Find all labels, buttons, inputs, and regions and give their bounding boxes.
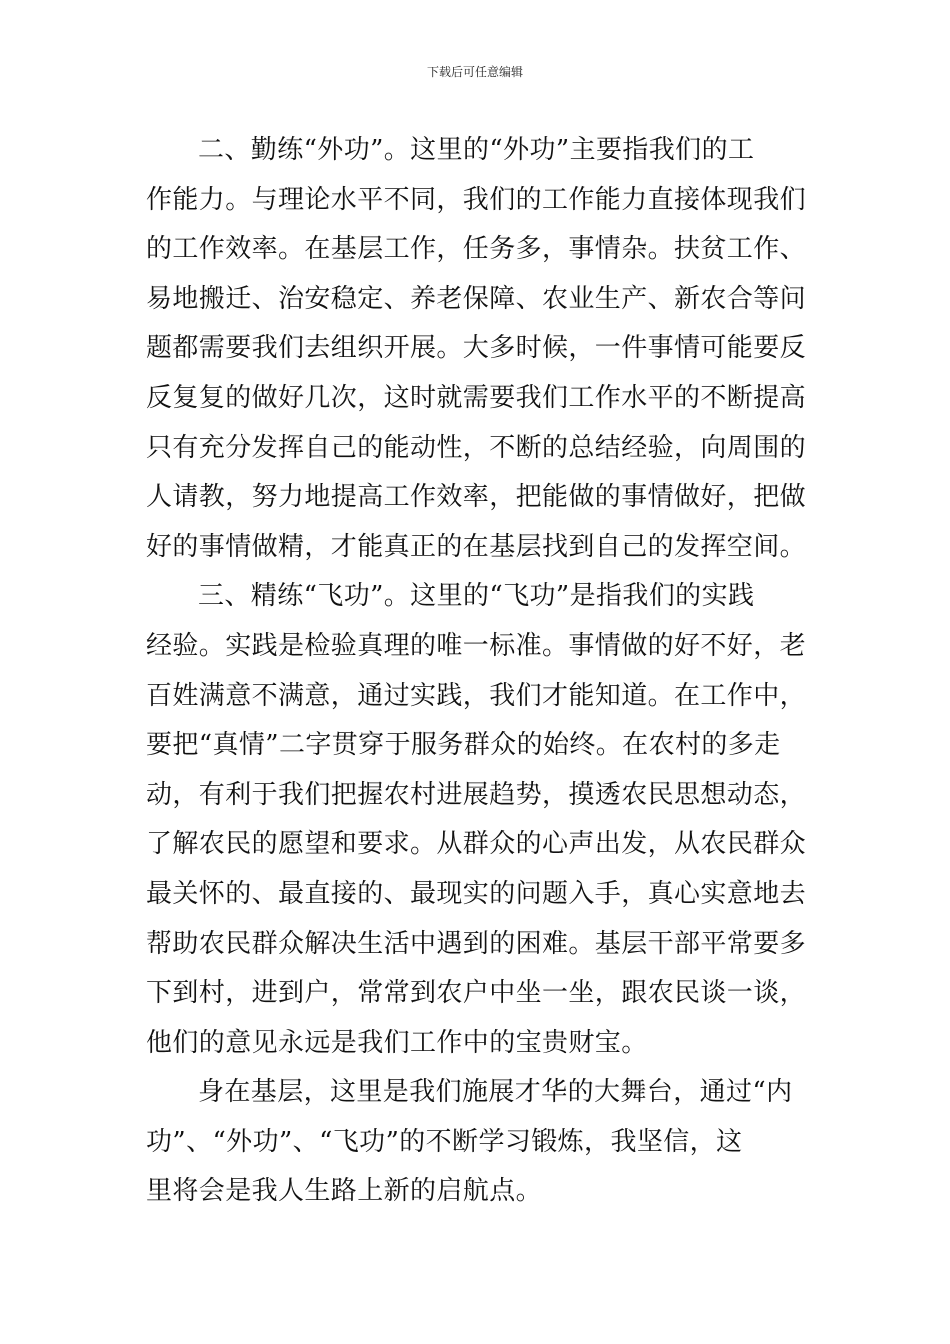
paragraph-line: 只有充分发挥自己的能动性，不断的总结经验，向周围的 <box>146 432 807 463</box>
paragraph-conclusion <box>146 1068 810 1217</box>
paragraph-feigong <box>146 572 810 1068</box>
paragraph-line: 反复复的做好几次，这时就需要我们工作水平的不断提高 <box>146 382 807 413</box>
page-header: 下载后可任意编辑 <box>426 65 523 79</box>
paragraph-line: 题都需要我们去组织开展。大多时候，一件事情可能要反 <box>146 333 807 364</box>
paragraph-line: 二、勤练“外功”。这里的“外功”主要指我们的工 <box>198 135 755 165</box>
paragraph-line: 最关怀的、最直接的、最现实的问题入手，真心实意地去 <box>146 878 807 909</box>
paragraph-line: 身在基层，这里是我们施展才华的大舞台，通过“内 <box>198 1077 793 1108</box>
document-body <box>146 126 810 1217</box>
paragraph-line: 他们的意见永远是我们工作中的宝贵财宝。 <box>146 1027 648 1058</box>
paragraph-line: 易地搬迁、治安稳定、养老保障、农业生产、新农合等问 <box>146 283 807 314</box>
paragraph-line: 人请教，努力地提高工作效率，把能做的事情做好，把做 <box>146 482 807 513</box>
paragraph-line: 的工作效率。在基层工作，任务多，事情杂。扶贫工作、 <box>146 234 807 265</box>
paragraph-line: 三、精练“飞功”。这里的“飞功”是指我们的实践 <box>198 581 755 612</box>
paragraph-line: 要把“真情”二字贯穿于服务群众的始终。在农村的多走 <box>146 730 781 761</box>
paragraph-line: 作能力。与理论水平不同，我们的工作能力直接体现我们 <box>146 184 807 215</box>
paragraph-line: 帮助农民群众解决生活中遇到的困难。基层干部平常要多 <box>146 928 807 959</box>
paragraph-line: 功”、“外功”、“飞功”的不断学习锻炼，我坚信，这 <box>146 1126 743 1157</box>
paragraph-line: 动，有利于我们把握农村进展趋势，摸透农民思想动态， <box>146 779 807 810</box>
paragraph-waigong <box>146 126 810 572</box>
paragraph-line: 百姓满意不满意，通过实践，我们才能知道。在工作中， <box>146 680 807 711</box>
paragraph-line: 了解农民的愿望和要求。从群众的心声出发，从农民群众 <box>146 829 807 860</box>
paragraph-line: 经验。实践是检验真理的唯一标准。事情做的好不好，老 <box>146 630 807 661</box>
paragraph-line: 下到村，进到户，常常到农户中坐一坐，跟农民谈一谈， <box>146 978 807 1009</box>
paragraph-line: 里将会是我人生路上新的启航点。 <box>146 1176 543 1207</box>
paragraph-line: 好的事情做精，才能真正的在基层找到自己的发挥空间。 <box>146 531 807 562</box>
